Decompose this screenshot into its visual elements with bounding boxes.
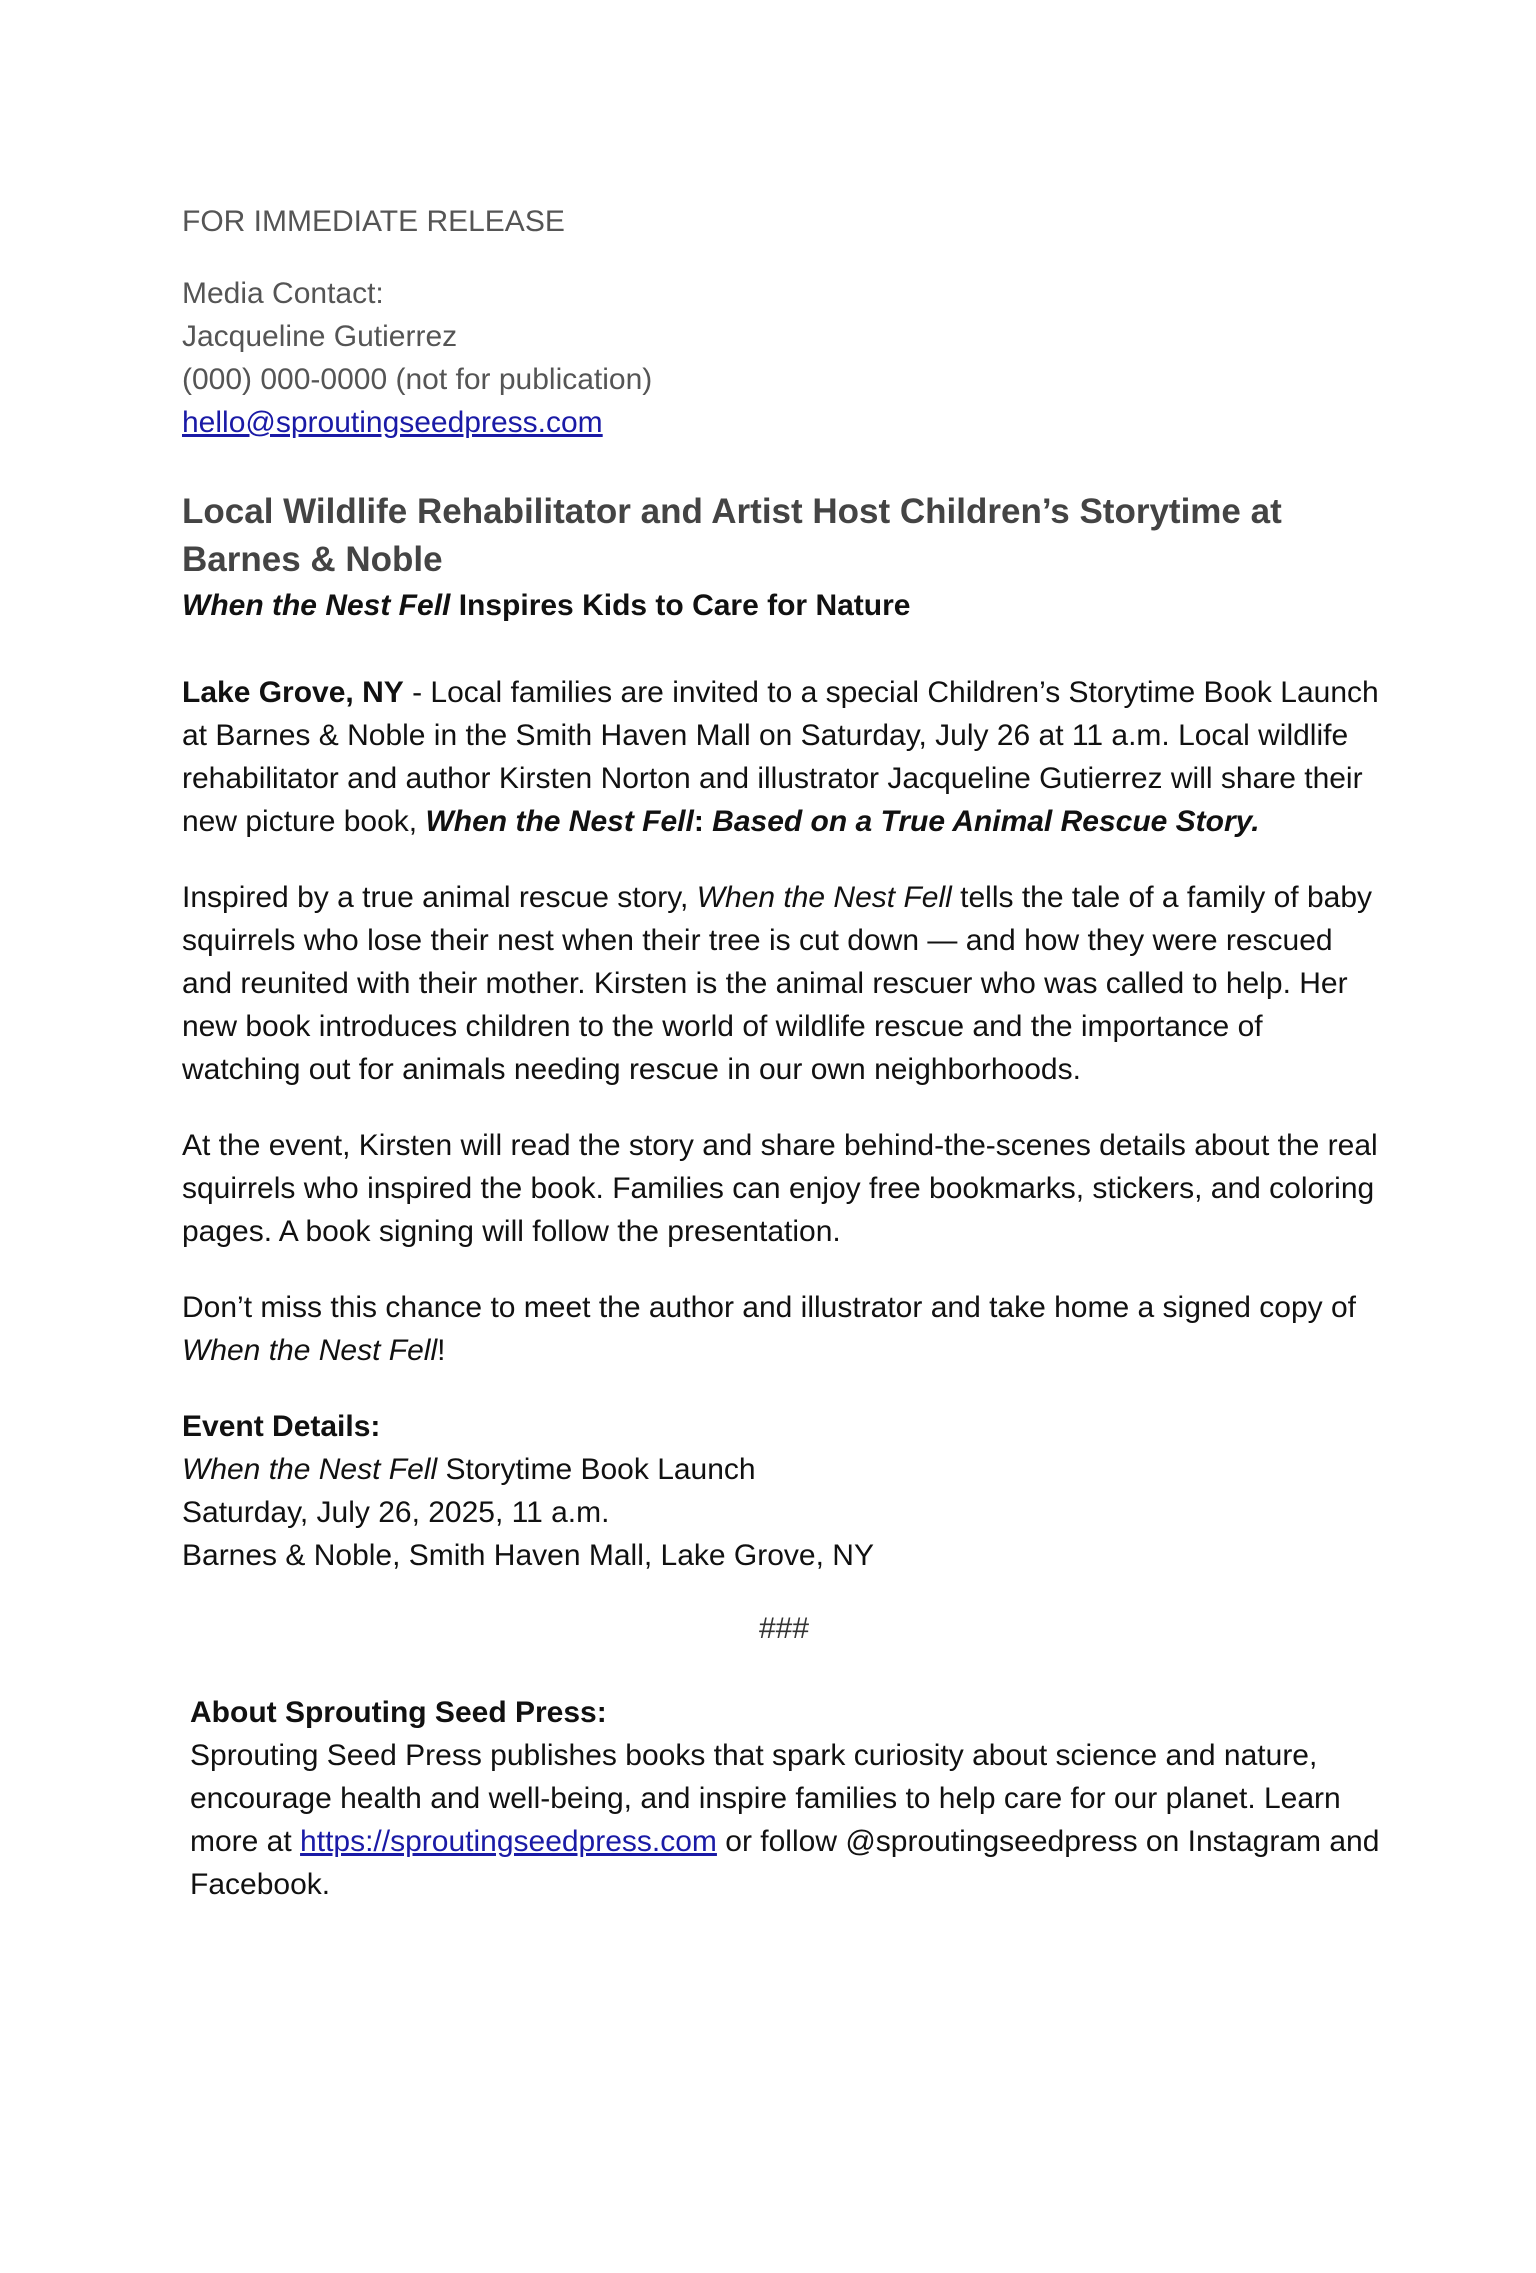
event-title	[182, 1448, 1386, 1491]
closing-book-title: When the Nest Fell	[182, 1334, 438, 1367]
event-date: Saturday, July 26, 2025, 11 a.m.	[182, 1496, 610, 1529]
story-lead: Inspired by a true animal rescue story,	[182, 881, 697, 914]
event-paragraph: At the event, Kirsten will read the story and share behind-the-scenes details about the real squirrels who inspired the book. Families can enjoy free bookmarks, stickers, and coloring pages. A book signing will follow the presentation.	[182, 1129, 1378, 1248]
story-text: tells the tale of a family of baby squirrels who lose their nest when their tree is cut down — and how they were rescued and reunited with their mother. Kirsten is the animal rescuer who was called to help. Her new book introduces children to the world of wildlife rescue and the importance of watching out for animals needing rescue in our own neighborhoods.	[182, 881, 1373, 1086]
intro-book-subtitle: Based on a True Animal Rescue Story.	[712, 805, 1260, 838]
intro-colon: :	[693, 805, 713, 838]
event-details	[182, 1405, 1386, 1577]
contact-name: Jacqueline Gutierrez	[182, 320, 458, 353]
story-book-title: When the Nest Fell	[696, 881, 952, 914]
closing-end: !	[437, 1334, 446, 1367]
about-label: About Sprouting Seed Press:	[190, 1696, 607, 1729]
headline	[182, 488, 1386, 584]
contact-phone: (000) 000-0000 (not for publication)	[182, 363, 653, 396]
dateline: Lake Grove, NY	[182, 676, 404, 709]
about-body: Sprouting Seed Press publishes books that spark curiosity about science and nature, encourage health and well-being, and inspire families to help care for our planet. Learn more at	[190, 1739, 1341, 1858]
about-text	[190, 1734, 1386, 1906]
closing-paragraph	[182, 1286, 1386, 1372]
end-mark: ###	[758, 1612, 810, 1645]
intro-text: - Local families are invited to a special Children’s Storytime Book Launch at Barnes & Noble in the Smith Haven Mall on Saturday, July 26 at 11 a.m. Local wildlife rehabilitator and author Kirsten Norton and illustrator Jacqueline Gutierrez will share their new picture book,	[182, 676, 1379, 838]
contact-label: Media Contact:	[182, 277, 384, 310]
release-label: FOR IMMEDIATE RELEASE	[182, 205, 565, 238]
intro-paragraph	[182, 671, 1386, 843]
subhead-book-title: When the Nest Fell	[182, 589, 451, 622]
closing-lead: Don’t miss this chance to meet the author and illustrator and take home a signed copy of	[182, 1291, 1356, 1324]
about-section	[182, 1691, 1386, 1906]
event-location: Barnes & Noble, Smith Haven Mall, Lake Grove, NY	[182, 1539, 874, 1572]
website-link[interactable]: https://sproutingseedpress.com	[300, 1825, 717, 1858]
media-contact	[182, 272, 1386, 444]
event-title-rest: Storytime Book Launch	[437, 1453, 756, 1486]
story-paragraph	[182, 876, 1386, 1091]
event-book-title: When the Nest Fell	[182, 1453, 438, 1486]
headline-line2: Barnes & Noble	[182, 540, 443, 579]
headline-line1: Local Wildlife Rehabilitator and Artist Host Children’s Storytime at	[182, 492, 1282, 531]
about-follow: or follow @sproutingseedpress on Instagram and Facebook.	[190, 1825, 1380, 1901]
subheadline	[182, 584, 1386, 627]
event-details-label: Event Details:	[182, 1410, 381, 1443]
contact-email-link[interactable]: hello@sproutingseedpress.com	[182, 406, 603, 439]
subhead-text: Inspires Kids to Care for Nature	[450, 589, 911, 622]
intro-book-title: When the Nest Fell	[425, 805, 694, 838]
